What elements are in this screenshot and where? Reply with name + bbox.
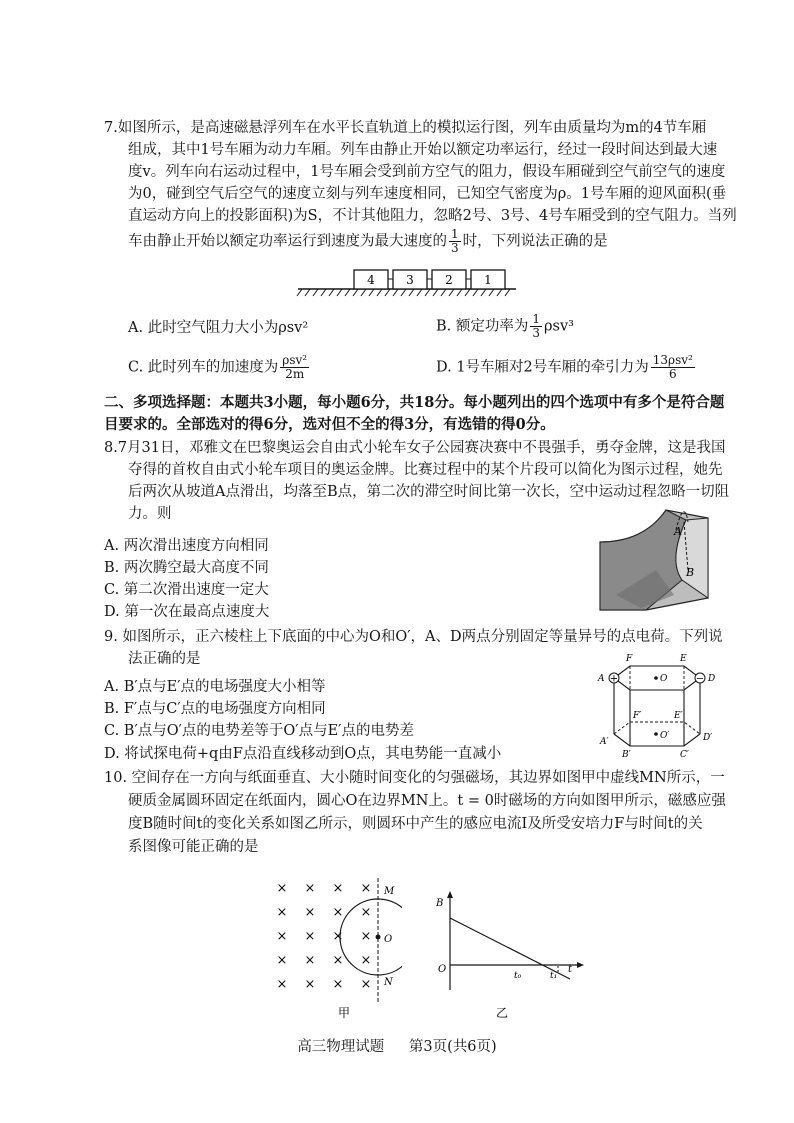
jia-label-m: M xyxy=(384,886,395,897)
field-cross-mark: × xyxy=(332,953,344,968)
q9-option-c: C. B′点与O′点的电势差等于O′点与E′点的电势差 xyxy=(104,723,414,739)
q8-line-2: 夺得的首枚自由式小轮车项目的奥运金牌。比赛过程中的某个片段可以简化为图示过程，她先 xyxy=(128,462,723,478)
field-cross-mark: × xyxy=(360,977,372,992)
prism-label-o: O xyxy=(660,674,668,684)
q7-option-b: B. 额定功率为 $\frac{1}{3}$ ρsv³ xyxy=(436,312,574,340)
ramp-label-b: B xyxy=(686,566,695,579)
field-cross-mark: × xyxy=(332,929,344,944)
jia-caption: 甲 xyxy=(337,1006,351,1020)
q9-option-a: A. B′点与E′点的电场强度大小相等 xyxy=(104,679,326,695)
q7-line-5: 直运动方向上的投影面积)为S，不计其他阻力，忽略2号、3号、4号车厢受到的空气阻力。当列 xyxy=(128,208,737,224)
q7-line-1: 7.如图所示，是高速磁悬浮列车在水平长直轨道上的模拟运行图，列车由质量均为m的4节车厢 xyxy=(104,120,707,136)
q8-line-4: 力。则 xyxy=(128,506,172,522)
prism-label-c-prime: C′ xyxy=(680,750,689,760)
train-car-3-label: 3 xyxy=(406,273,414,287)
prism-charge-minus: − xyxy=(695,673,705,685)
yi-label-t: t xyxy=(568,964,573,975)
ramp-label-a: A xyxy=(674,525,682,538)
field-cross-mark: × xyxy=(304,929,316,944)
prism-charge-plus: + xyxy=(609,673,619,685)
q9-line-1: 9. 如图所示，正六棱柱上下底面的中心为O和O′，A、D两点分别固定等量异号的点电荷。下列说 xyxy=(104,629,723,645)
train-car-1-label: 1 xyxy=(484,273,492,287)
prism-label-f: F xyxy=(626,654,633,664)
q9-option-b: B. F′点与C′点的电场强度方向相同 xyxy=(104,701,326,717)
page-footer xyxy=(0,1035,794,1056)
train-car-2-label: 2 xyxy=(445,273,453,287)
q7-line-6-post: 时，下列说法正确的是 xyxy=(462,233,608,250)
field-cross-mark: × xyxy=(276,881,288,896)
prism-label-d-prime: D′ xyxy=(703,733,713,743)
prism-label-b-prime: B′ xyxy=(622,750,631,760)
field-cross-mark: × xyxy=(276,977,288,992)
q7-option-a: A. 此时空气阻力大小为ρsv² xyxy=(128,320,309,336)
q7-option-c: C. 此时列车的加速度为 $\frac{\text{ρsv²}}{2m}$ xyxy=(128,353,308,381)
yi-label-t0: t₀ xyxy=(514,971,522,981)
prism-label-o-prime: O′ xyxy=(660,731,670,741)
field-cross-mark: × xyxy=(276,905,288,920)
prism-label-a: A xyxy=(598,674,605,684)
q8-line-1: 8.7月31日，邓雅文在巴黎奥运会自由式小轮车女子公园赛决赛中不畏强手，勇夺金牌，这是我国 xyxy=(104,440,726,456)
prism-label-d: D xyxy=(708,674,716,684)
field-cross-mark: × xyxy=(332,905,344,920)
field-cross-mark: × xyxy=(332,881,344,896)
q7-line-3: 度v。列车向右运动过程中，1号车厢会受到前方空气的阻力，假设车厢碰到空气前空气的速度 xyxy=(128,164,726,180)
prism-label-e: E xyxy=(680,654,687,664)
q7-line-6 xyxy=(128,228,608,255)
prism-label-e-prime: E′ xyxy=(674,711,683,721)
field-cross-mark: × xyxy=(360,953,372,968)
field-cross-mark: × xyxy=(360,881,372,896)
figure-jia-magnetic-field xyxy=(268,874,402,1024)
yi-label-b: B xyxy=(436,898,444,909)
yi-label-o: O xyxy=(438,964,447,975)
q8-option-c: C. 第二次滑出速度一定大 xyxy=(104,582,269,598)
footer-subject: 高三物理试题 xyxy=(297,1039,385,1055)
field-cross-mark: × xyxy=(360,929,372,944)
section2-header-line-2: 目要求的。全部选对的得6分，选对但不全的得3分，有选错的得0分。 xyxy=(104,416,555,433)
q10-line-3: 度B随时间t的变化关系如图乙所示，则圆环中产生的感应电流I及所受安培力F与时间t的关 xyxy=(128,816,703,832)
q8-option-a: A. 两次滑出速度方向相同 xyxy=(104,538,269,554)
q9-line-2: 法正确的是 xyxy=(128,651,201,667)
field-cross-mark: × xyxy=(276,953,288,968)
q7-line-2: 组成，其中1号车厢为动力车厢。列车由静止开始以额定功率运行，经过一段时间达到最大速 xyxy=(128,142,718,158)
footer-page-number: 第3页(共6页) xyxy=(408,1039,497,1055)
q10-line-1: 10. 空间存在一方向与纸面垂直、大小随时间变化的匀强磁场，其边界如图甲中虚线MN所示，一 xyxy=(104,770,725,786)
q8-option-b: B. 两次腾空最大高度不同 xyxy=(104,560,269,576)
field-cross-mark: × xyxy=(304,953,316,968)
train-diagram xyxy=(296,266,518,300)
train-car-4-label: 4 xyxy=(367,273,375,287)
field-cross-mark: × xyxy=(332,977,344,992)
prism-label-a-prime: A′ xyxy=(600,737,609,747)
q7-line-6-pre: 车由静止开始以额定功率运行到速度为最大速度的 xyxy=(128,233,447,250)
field-cross-mark: × xyxy=(304,905,316,920)
q8-option-d: D. 第一次在最高点速度大 xyxy=(104,604,270,620)
yi-label-t1: t₁ xyxy=(550,971,558,981)
q7-line-4: 为0，碰到空气后空气的速度立刻与列车速度相同，已知空气密度为ρ。1号车厢的迎风面积(垂 xyxy=(128,186,727,202)
figure-yi-b-t-graph xyxy=(430,890,590,1020)
field-cross-mark: × xyxy=(304,881,316,896)
yi-caption: 乙 xyxy=(495,1006,509,1020)
field-cross-mark: × xyxy=(304,977,316,992)
ramp-figure xyxy=(596,500,716,620)
hexagonal-prism-figure xyxy=(596,648,726,760)
q7-fraction: $\frac{1}{3}$ xyxy=(451,227,459,255)
q7-option-d: D. 1号车厢对2号车厢的牵引力为 $\frac{\text{13ρsv²}}{6}$ xyxy=(436,353,693,381)
q10-line-2: 硬质金属圆环固定在纸面内，圆心O在边界MN上。t = 0时磁场的方向如图甲所示，磁感应强 xyxy=(128,793,726,809)
jia-label-n: N xyxy=(384,977,393,988)
field-cross-mark: × xyxy=(360,905,372,920)
prism-label-f-prime: F′ xyxy=(633,711,642,721)
section2-header-line-1: 二、多项选择题：本题共3小题，每小题6分，共18分。每小题列出的四个选项中有多个是符合题 xyxy=(104,394,725,411)
jia-label-o: O xyxy=(384,934,393,945)
q9-option-d: D. 将试探电荷+q由F点沿直线移动到O点，其电势能一直减小 xyxy=(104,746,502,762)
q10-line-4: 系图像可能正确的是 xyxy=(128,839,259,855)
field-cross-mark: × xyxy=(276,929,288,944)
q8-line-3: 后两次从坡道A点滑出，均落至B点，第二次的滞空时间比第一次长，空中运动过程忽略一切阻 xyxy=(128,484,730,500)
